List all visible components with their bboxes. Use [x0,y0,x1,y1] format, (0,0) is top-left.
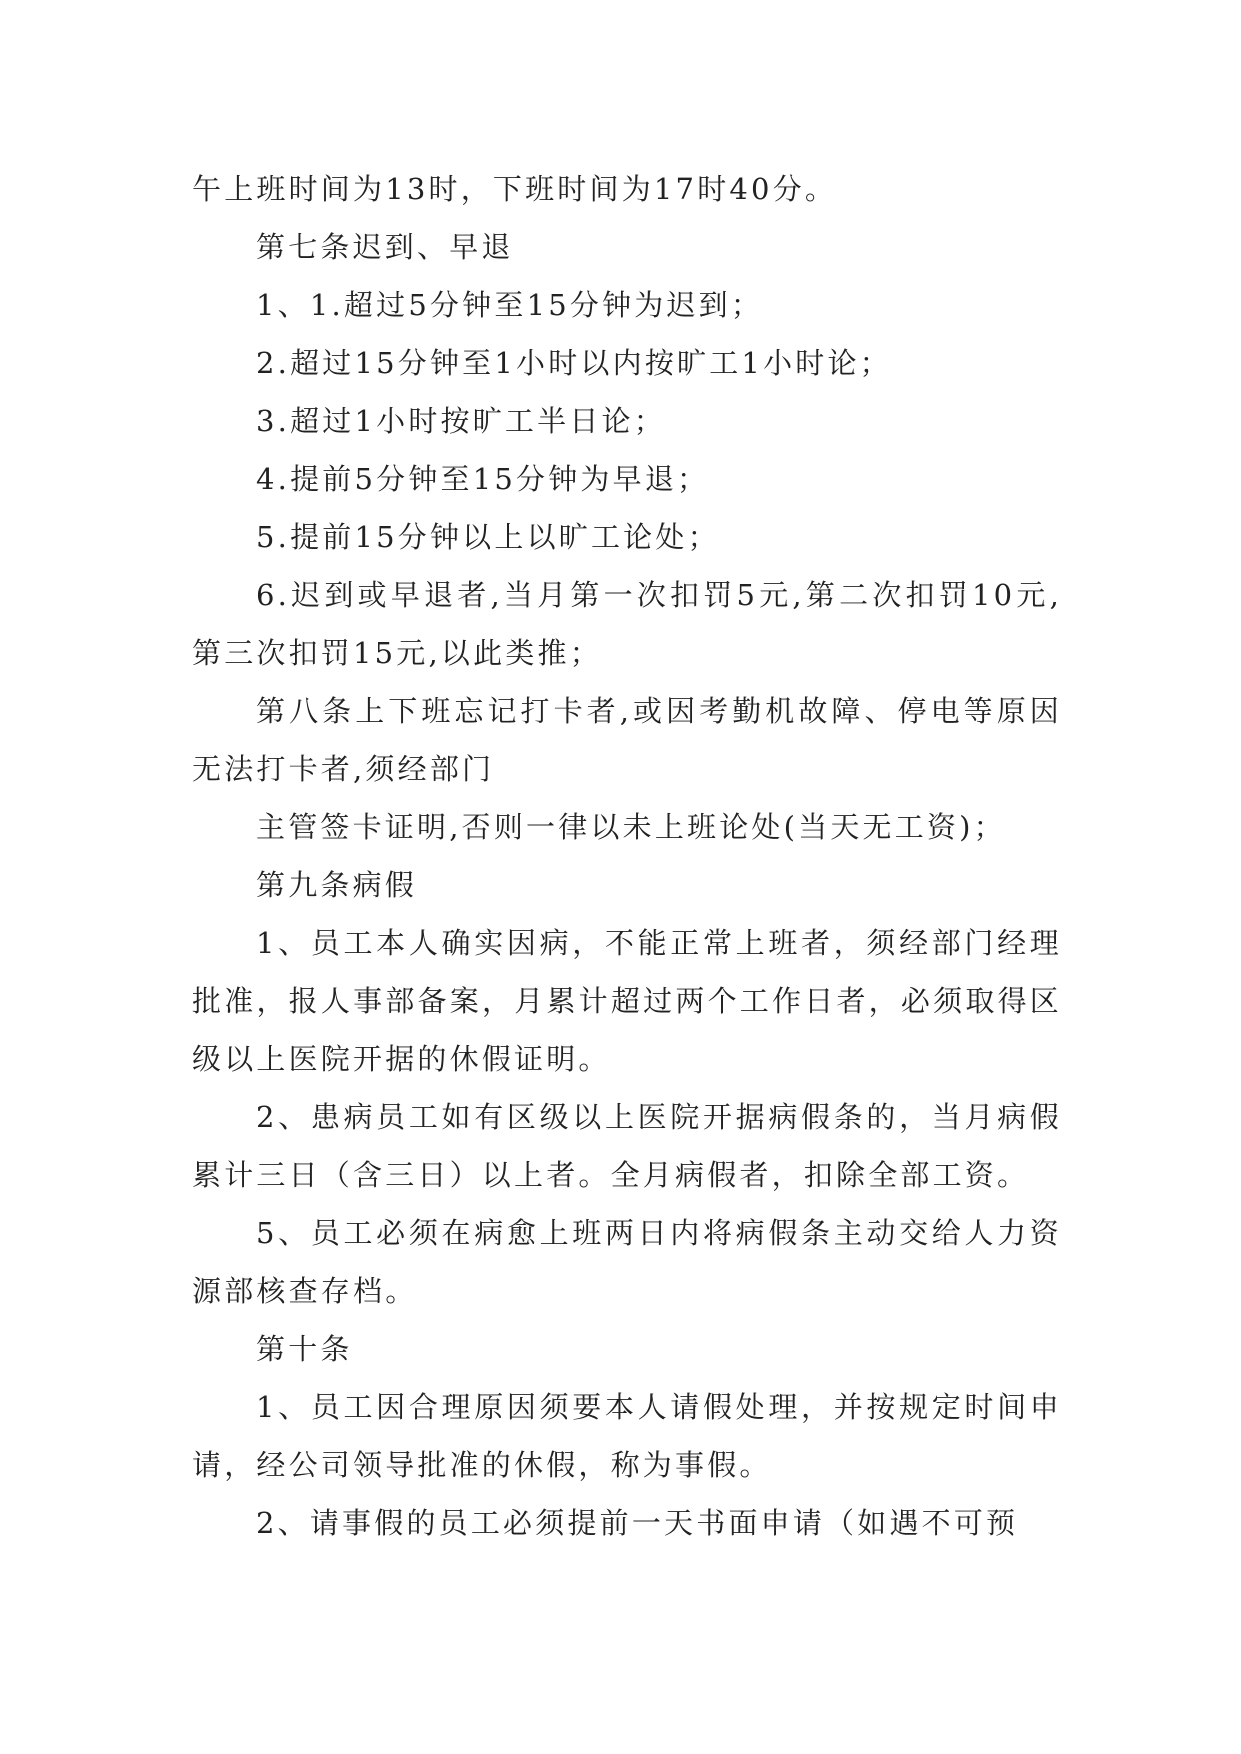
article-paragraph: 第八条上下班忘记打卡者,或因考勤机故障、停电等原因无法打卡者,须经部门 [192,694,1062,786]
paragraph: 4.提前5分钟至15分钟为早退； [256,462,710,496]
paragraph: 主管签卡证明,否则一律以未上班论处(当天无工资)； [256,810,1006,844]
paragraph: 1、员工本人确实因病，不能正常上班者，须经部门经理批准，报人事部备案，月累计超过两个工作日者，必须取得区级以上医院开据的休假证明。 [192,926,1062,1076]
paragraph: 1、1.超过5分钟至15分钟为迟到； [256,288,764,322]
article-heading: 第九条病假 [256,868,418,902]
paragraph: 2、患病员工如有区级以上医院开据病假条的，当月病假累计三日（含三日）以上者。全月病假者，扣除全部工资。 [192,1100,1062,1192]
paragraph: 6.迟到或早退者,当月第一次扣罚5元,第二次扣罚10元,第三次扣罚15元,以此类推； [192,578,1062,670]
paragraph: 5、员工必须在病愈上班两日内将病假条主动交给人力资源部核查存档。 [192,1216,1062,1308]
article-heading: 第七条迟到、早退 [256,230,514,264]
paragraph: 2、请事假的员工必须提前一天书面申请（如遇不可预 [256,1506,1019,1540]
document-body [192,160,1062,1552]
paragraph: 3.超过1小时按旷工半日论； [256,404,666,438]
paragraph: 1、员工因合理原因须要本人请假处理，并按规定时间申请，经公司领导批准的休假，称为事假。 [192,1390,1062,1482]
article-heading: 第十条 [256,1332,353,1366]
paragraph: 午上班时间为13时，下班时间为17时40分。 [192,172,838,206]
paragraph: 5.提前15分钟以上以旷工论处； [256,520,720,554]
paragraph: 2.超过15分钟至1小时以内按旷工1小时论； [256,346,892,380]
